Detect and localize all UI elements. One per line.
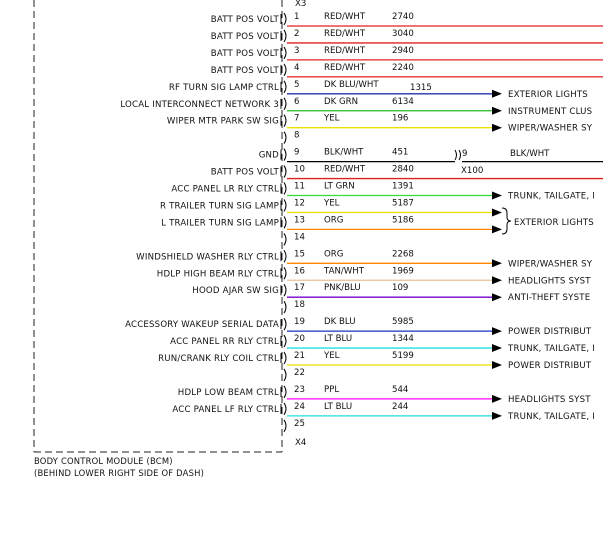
circuit-number: 3040 <box>392 28 414 39</box>
pin-number: 16 <box>294 266 305 277</box>
circuit-number: 5187 <box>392 198 414 209</box>
pin-number: 17 <box>294 283 305 294</box>
connector-bracket <box>284 267 286 279</box>
signal-label: BATT POS VOLT <box>210 48 279 59</box>
signal-label: L TRAILER TURN SIG LAMP <box>161 218 279 229</box>
destination-label: WIPER/WASHER SY <box>508 259 593 270</box>
wire-color-label: PPL <box>324 384 340 395</box>
arrow-icon <box>492 276 502 284</box>
connector-bracket <box>284 335 286 347</box>
arrow-icon <box>492 124 502 132</box>
pin-number: 4 <box>294 62 300 73</box>
pin-row <box>284 232 305 245</box>
connector-bracket <box>284 149 286 161</box>
pin-number: 14 <box>294 232 305 243</box>
pin-row <box>171 182 595 202</box>
pin-number: 23 <box>294 384 305 395</box>
signal-label: LOCAL INTERCONNECT NETWORK 3 <box>120 99 279 110</box>
destination-label: INSTRUMENT CLUS <box>508 106 593 117</box>
pin-number: 15 <box>294 249 305 260</box>
signal-label: HOOD AJAR SW SIG <box>192 286 279 297</box>
destination-label: EXTERIOR LIGHTS <box>508 89 588 100</box>
connector-bracket <box>284 98 286 110</box>
signal-label: BATT POS VOLT <box>210 65 279 76</box>
destination-label: TRUNK, TAILGATE, I <box>508 411 595 422</box>
circuit-number: 2740 <box>392 12 414 22</box>
splice-x100 <box>455 149 550 176</box>
arrow-icon <box>492 412 502 420</box>
arrow-icon <box>492 225 502 233</box>
signal-label: ACC PANEL RR RLY CTRL <box>170 337 279 348</box>
circuit-number: 5199 <box>392 351 414 361</box>
circuit-number: 244 <box>392 401 409 412</box>
connector-bracket <box>284 166 286 178</box>
arrow-icon <box>492 361 502 369</box>
arrow-icon <box>492 327 502 335</box>
wire-color-label: RED/WHT <box>324 62 366 73</box>
pin-number: 3 <box>294 45 300 56</box>
pin-row <box>284 131 299 144</box>
connector-label-top: X3 <box>295 0 307 9</box>
pin-number: 24 <box>294 401 305 412</box>
wire-color-label: RED/WHT <box>324 45 366 56</box>
destination-label: TRUNK, TAILGATE, I <box>508 191 595 202</box>
connector-bracket <box>284 233 286 245</box>
circuit-number: 2840 <box>392 164 414 175</box>
pin-number: 19 <box>294 317 305 328</box>
signal-label: WINDSHIELD WASHER RLY CTRL <box>136 252 279 263</box>
wire-color-label: DK BLU/WHT <box>324 79 379 90</box>
connector-bracket <box>284 250 286 262</box>
connector-bracket <box>284 47 286 59</box>
circuit-number: 109 <box>392 283 409 294</box>
pin-row <box>284 368 305 381</box>
wire-color-label: LT BLU <box>324 334 353 345</box>
signal-label: RF TURN SIG LAMP CTRL <box>168 82 279 93</box>
pin-number: 10 <box>294 164 305 175</box>
connector-bracket <box>284 81 286 93</box>
wire-color-label: YEL <box>324 113 340 124</box>
module-label-line1: BODY CONTROL MODULE (BCM) <box>34 456 173 466</box>
wire-color-label: YEL <box>324 351 340 361</box>
connector-bracket <box>284 132 286 144</box>
circuit-number: 2940 <box>392 45 414 56</box>
pin-row <box>284 300 305 313</box>
arrow-icon <box>492 293 502 301</box>
circuit-number: 451 <box>392 147 409 158</box>
arrow-icon <box>492 192 502 200</box>
signal-label: R TRAILER TURN SIG LAMP <box>159 201 279 212</box>
wire-color-label: PNK/BLU <box>324 283 361 294</box>
connector-bracket <box>284 301 286 313</box>
wire-color-label: ORG <box>324 249 344 260</box>
pin-row <box>178 385 591 405</box>
splice-connector-label: X100 <box>461 166 484 176</box>
pin-row <box>259 148 603 162</box>
wire-color-label: RED/WHT <box>324 28 366 39</box>
circuit-number: 196 <box>392 113 409 124</box>
circuit-number: 6134 <box>392 96 414 107</box>
pin-number: 11 <box>294 181 305 192</box>
brace-pins-12-13 <box>502 208 594 234</box>
signal-label: RUN/CRANK RLY COIL CTRL <box>158 354 279 364</box>
splice-pin-label: 9 <box>462 149 468 159</box>
pin-row <box>125 317 592 337</box>
circuit-number: 544 <box>392 384 409 395</box>
circuit-number: 1969 <box>392 266 414 277</box>
connector-bracket <box>284 115 286 127</box>
signal-label: ACC PANEL LR RLY CTRL <box>171 184 279 195</box>
circuit-number: 2240 <box>392 62 414 73</box>
pin-row <box>211 12 603 26</box>
pin-number: 20 <box>294 334 305 345</box>
connector-bracket <box>284 284 286 296</box>
signal-label: HDLP HIGH BEAM RLY CTRL <box>156 269 279 280</box>
connector-bracket <box>284 13 286 25</box>
circuit-number: 5186 <box>392 215 414 226</box>
arrow-icon <box>492 344 502 352</box>
wire-color-label: DK BLU <box>324 317 356 328</box>
destination-label: TRUNK, TAILGATE, I <box>508 344 595 355</box>
splice-color-label: BLK/WHT <box>510 149 550 159</box>
pin-number: 5 <box>294 79 300 90</box>
connector-bracket <box>284 420 286 432</box>
brace-destination: EXTERIOR LIGHTS <box>514 218 594 228</box>
destination-label: HEADLIGHTS SYST <box>508 394 591 405</box>
circuit-number: 5985 <box>392 317 414 328</box>
connector-bracket <box>284 30 286 42</box>
connector-bracket <box>284 216 286 228</box>
wire-color-label: LT BLU <box>324 401 353 412</box>
arrow-icon <box>492 90 502 98</box>
connector-bracket <box>284 369 286 381</box>
destination-label: POWER DISTRIBUT <box>508 361 592 371</box>
destination-label: ANTI-THEFT SYSTE <box>508 293 591 304</box>
pin-row <box>211 46 603 60</box>
pin-number: 12 <box>294 198 305 209</box>
arrow-icon <box>492 208 502 216</box>
arrow-icon <box>492 259 502 267</box>
wire-color-label: ORG <box>324 215 344 226</box>
connector-bracket <box>284 183 286 195</box>
connector-label-bottom: X4 <box>295 438 307 448</box>
pin-number: 18 <box>294 300 305 311</box>
pin-row <box>211 63 603 77</box>
wire-color-label: RED/WHT <box>324 164 366 175</box>
signal-label: ACC PANEL LF RLY CTRL <box>172 404 279 415</box>
signal-label: GND <box>258 150 279 161</box>
destination-label: HEADLIGHTS SYST <box>508 276 591 287</box>
connector-bracket <box>284 199 286 211</box>
connector-bracket <box>284 64 286 76</box>
pin-row <box>160 198 502 216</box>
pin-row <box>169 80 588 100</box>
wire-color-label: DK GRN <box>324 96 359 107</box>
circuit-number: 1391 <box>392 181 414 192</box>
circuit-number: 2268 <box>392 249 414 260</box>
wire-color-label: TAN/WHT <box>324 266 364 277</box>
pin-number: 21 <box>294 351 305 361</box>
signal-label: BATT POS VOLT <box>210 167 279 178</box>
pin-row <box>211 165 603 179</box>
pin-row <box>161 215 502 233</box>
destination-label: WIPER/WASHER SY <box>508 123 593 134</box>
pin-number: 7 <box>294 113 300 124</box>
circuit-number: 1315 <box>410 82 432 93</box>
pin-number: 2 <box>294 28 300 39</box>
module-label-line2: (BEHIND LOWER RIGHT SIDE OF DASH) <box>34 468 205 478</box>
arrow-icon <box>492 107 502 115</box>
pin-row <box>284 419 305 432</box>
wire-color-label: BLK/WHT <box>324 147 364 158</box>
wire-color-label: LT GRN <box>324 181 355 192</box>
pin-number: 8 <box>294 130 300 141</box>
wire-color-label: RED/WHT <box>324 12 366 22</box>
signal-label: WIPER MTR PARK SW SIG <box>166 116 279 127</box>
connector-bracket <box>284 386 286 398</box>
signal-label: BATT POS VOLT <box>210 31 279 42</box>
signal-label: BATT POS VOLT <box>210 15 279 25</box>
connector-bracket <box>284 352 286 364</box>
pin-number: 22 <box>294 367 305 378</box>
connector-bracket <box>284 403 286 415</box>
connector-bracket <box>284 318 286 330</box>
pin-row <box>211 29 603 43</box>
wire-color-label: YEL <box>324 198 340 209</box>
pin-number: 1 <box>294 12 300 22</box>
destination-label: POWER DISTRIBUT <box>508 327 592 338</box>
pin-number: 13 <box>294 215 305 226</box>
signal-label: HDLP LOW BEAM CTRL <box>177 387 279 398</box>
pin-number: 6 <box>294 96 300 107</box>
pin-number: 25 <box>294 418 305 429</box>
pin-row <box>136 249 593 269</box>
pin-number: 9 <box>294 147 300 158</box>
arrow-icon <box>492 395 502 403</box>
circuit-number: 1344 <box>392 334 414 345</box>
signal-label: ACCESSORY WAKEUP SERIAL DATA <box>125 320 279 331</box>
